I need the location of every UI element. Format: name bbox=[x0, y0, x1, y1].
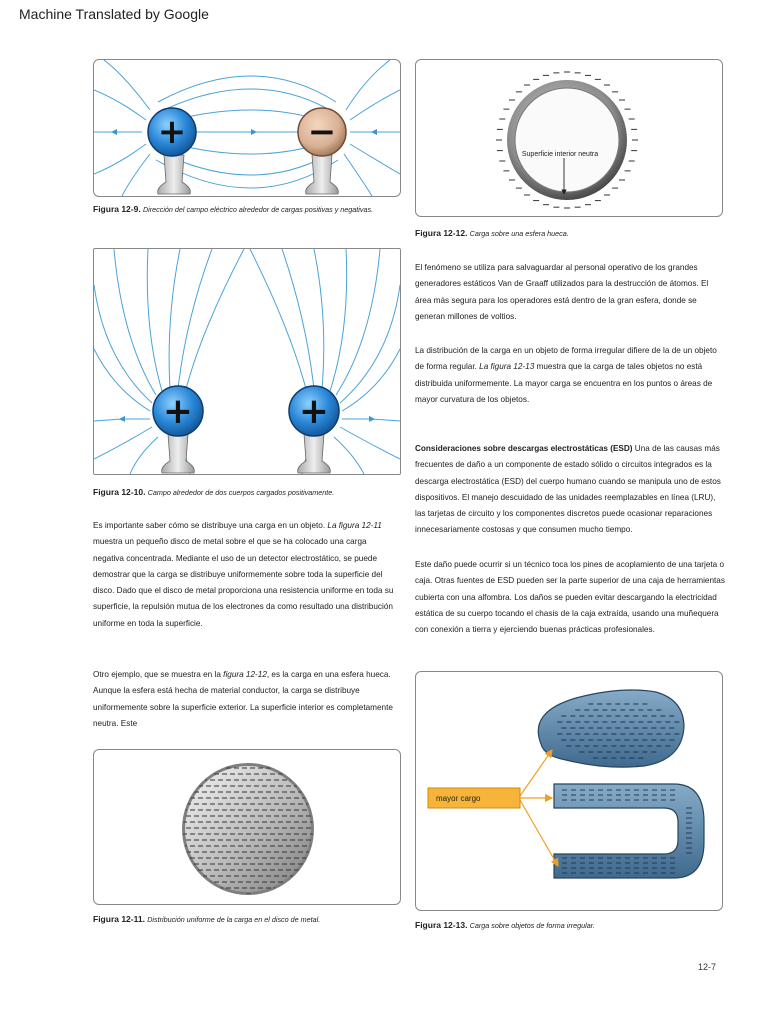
caption-12-10: Figura 12-10. Campo alrededor de dos cuerpos cargados positivamente. bbox=[93, 487, 335, 497]
inner-surface-label: Superficie interior neutra bbox=[521, 151, 599, 158]
caption-12-12: Figura 12-12. Carga sobre una esfera hueca. bbox=[415, 228, 569, 238]
paragraph-right-4: Este daño puede ocurrir si un técnico toca los pines de acoplamiento de una tarjeta o caja. Otras fuentes de ESD pueden ser la parte superior de una caja de herramientas cubierta con una alfombra. Los daños se pueden evitar descargando la electricidad estática de su cuerpo tocando el chasis de la caja extraída, usando una muñequera con conexión a tierra y ejerciendo buenas prácticas profesionales. bbox=[415, 560, 725, 635]
charged-metal-disk bbox=[94, 750, 400, 904]
caption-12-13: Figura 12-13. Carga sobre objetos de forma irregular. bbox=[415, 920, 595, 930]
esd-heading: Consideraciones sobre descargas electrostáticas (ESD) bbox=[415, 444, 633, 453]
callout-label: mayor cargo bbox=[436, 794, 481, 803]
caption-12-11: Figura 12-11. Distribución uniforme de la carga en el disco de metal. bbox=[93, 914, 321, 924]
paragraph-right-3: Consideraciones sobre descargas electrostáticas (ESD) Una de las causas más frecuentes de daño a un componente de estado sólido o circuitos integrados es la descarga electrostática (ESD) del cuerpo humano cuando se manipula uno de estos dispositivos. El manejo descuidado de las unidades reemplazables en línea (LRU), las tarjetas de circuito y los componentes discretos puede ocasionar reparaciones innecesariamente costosas y que consumen mucho tiempo. bbox=[415, 444, 721, 535]
positive-sign-left: + bbox=[162, 391, 194, 432]
figure-12-10 bbox=[93, 248, 401, 475]
positive-sign-right: + bbox=[298, 391, 330, 432]
paragraph-right-1: El fenómeno se utiliza para salvaguardar al personal operativo de los grandes generadores estáticos Van de Graaff utilizados para la destrucción de átomos. El área más segura para los operadores está dentro de la gran esfera, donde se generan millones de voltios. bbox=[415, 263, 709, 321]
figure-12-12 bbox=[415, 59, 723, 217]
figure-12-11 bbox=[93, 749, 401, 905]
positive-sign: + bbox=[157, 112, 187, 152]
irregular-shapes-charge bbox=[416, 672, 722, 910]
figure-12-9 bbox=[93, 59, 401, 197]
paragraph-left-1: Es importante saber cómo se distribuye una carga en un objeto. La figura 12-11 muestra un pequeño disco de metal sobre el que se ha colocado una carga negativa concentrada. Mediante el uso de un detector electrostático, se puede demostrar que la carga se distribuye uniformemente sobre toda la superficie del disco. Dado que el disco de metal proporciona una resistencia uniforme en toda su superficie, la repulsión mutua de los electrones da como resultado una distribución uniforme en toda la superficie. bbox=[93, 521, 394, 628]
u-shaped-object bbox=[554, 784, 704, 878]
teardrop-object bbox=[538, 690, 684, 767]
paragraph-left-2: Otro ejemplo, que se muestra en la figura 12-12, es la carga en una esfera hueca. Aunque la esfera está hecha de material conductor, la carga se distribuye uniformemente sobre la superficie exterior. La superficie interior es completamente neutra. Este bbox=[93, 670, 393, 728]
paragraph-right-2: La distribución de la carga en un objeto de forma irregular difiere de la de un objeto de forma regular. La figura 12-13 muestra que la carga de tales objetos no está distribuida uniformemente. La mayor carga se encuentra en los puntos o áreas de mayor curvatura de los objetos. bbox=[415, 346, 717, 404]
hollow-sphere-charge bbox=[416, 60, 722, 216]
negative-sign: − bbox=[307, 112, 337, 152]
caption-12-9: Figura 12-9. Dirección del campo eléctrico alrededor de cargas positivas y negativas. bbox=[93, 204, 374, 214]
translation-banner: Machine Translated by Google bbox=[19, 6, 209, 22]
page-number: 12-7 bbox=[697, 962, 716, 972]
figure-12-13 bbox=[415, 671, 723, 911]
field-lines-two-positive bbox=[94, 249, 400, 474]
field-lines-opposite-charges bbox=[94, 60, 400, 196]
